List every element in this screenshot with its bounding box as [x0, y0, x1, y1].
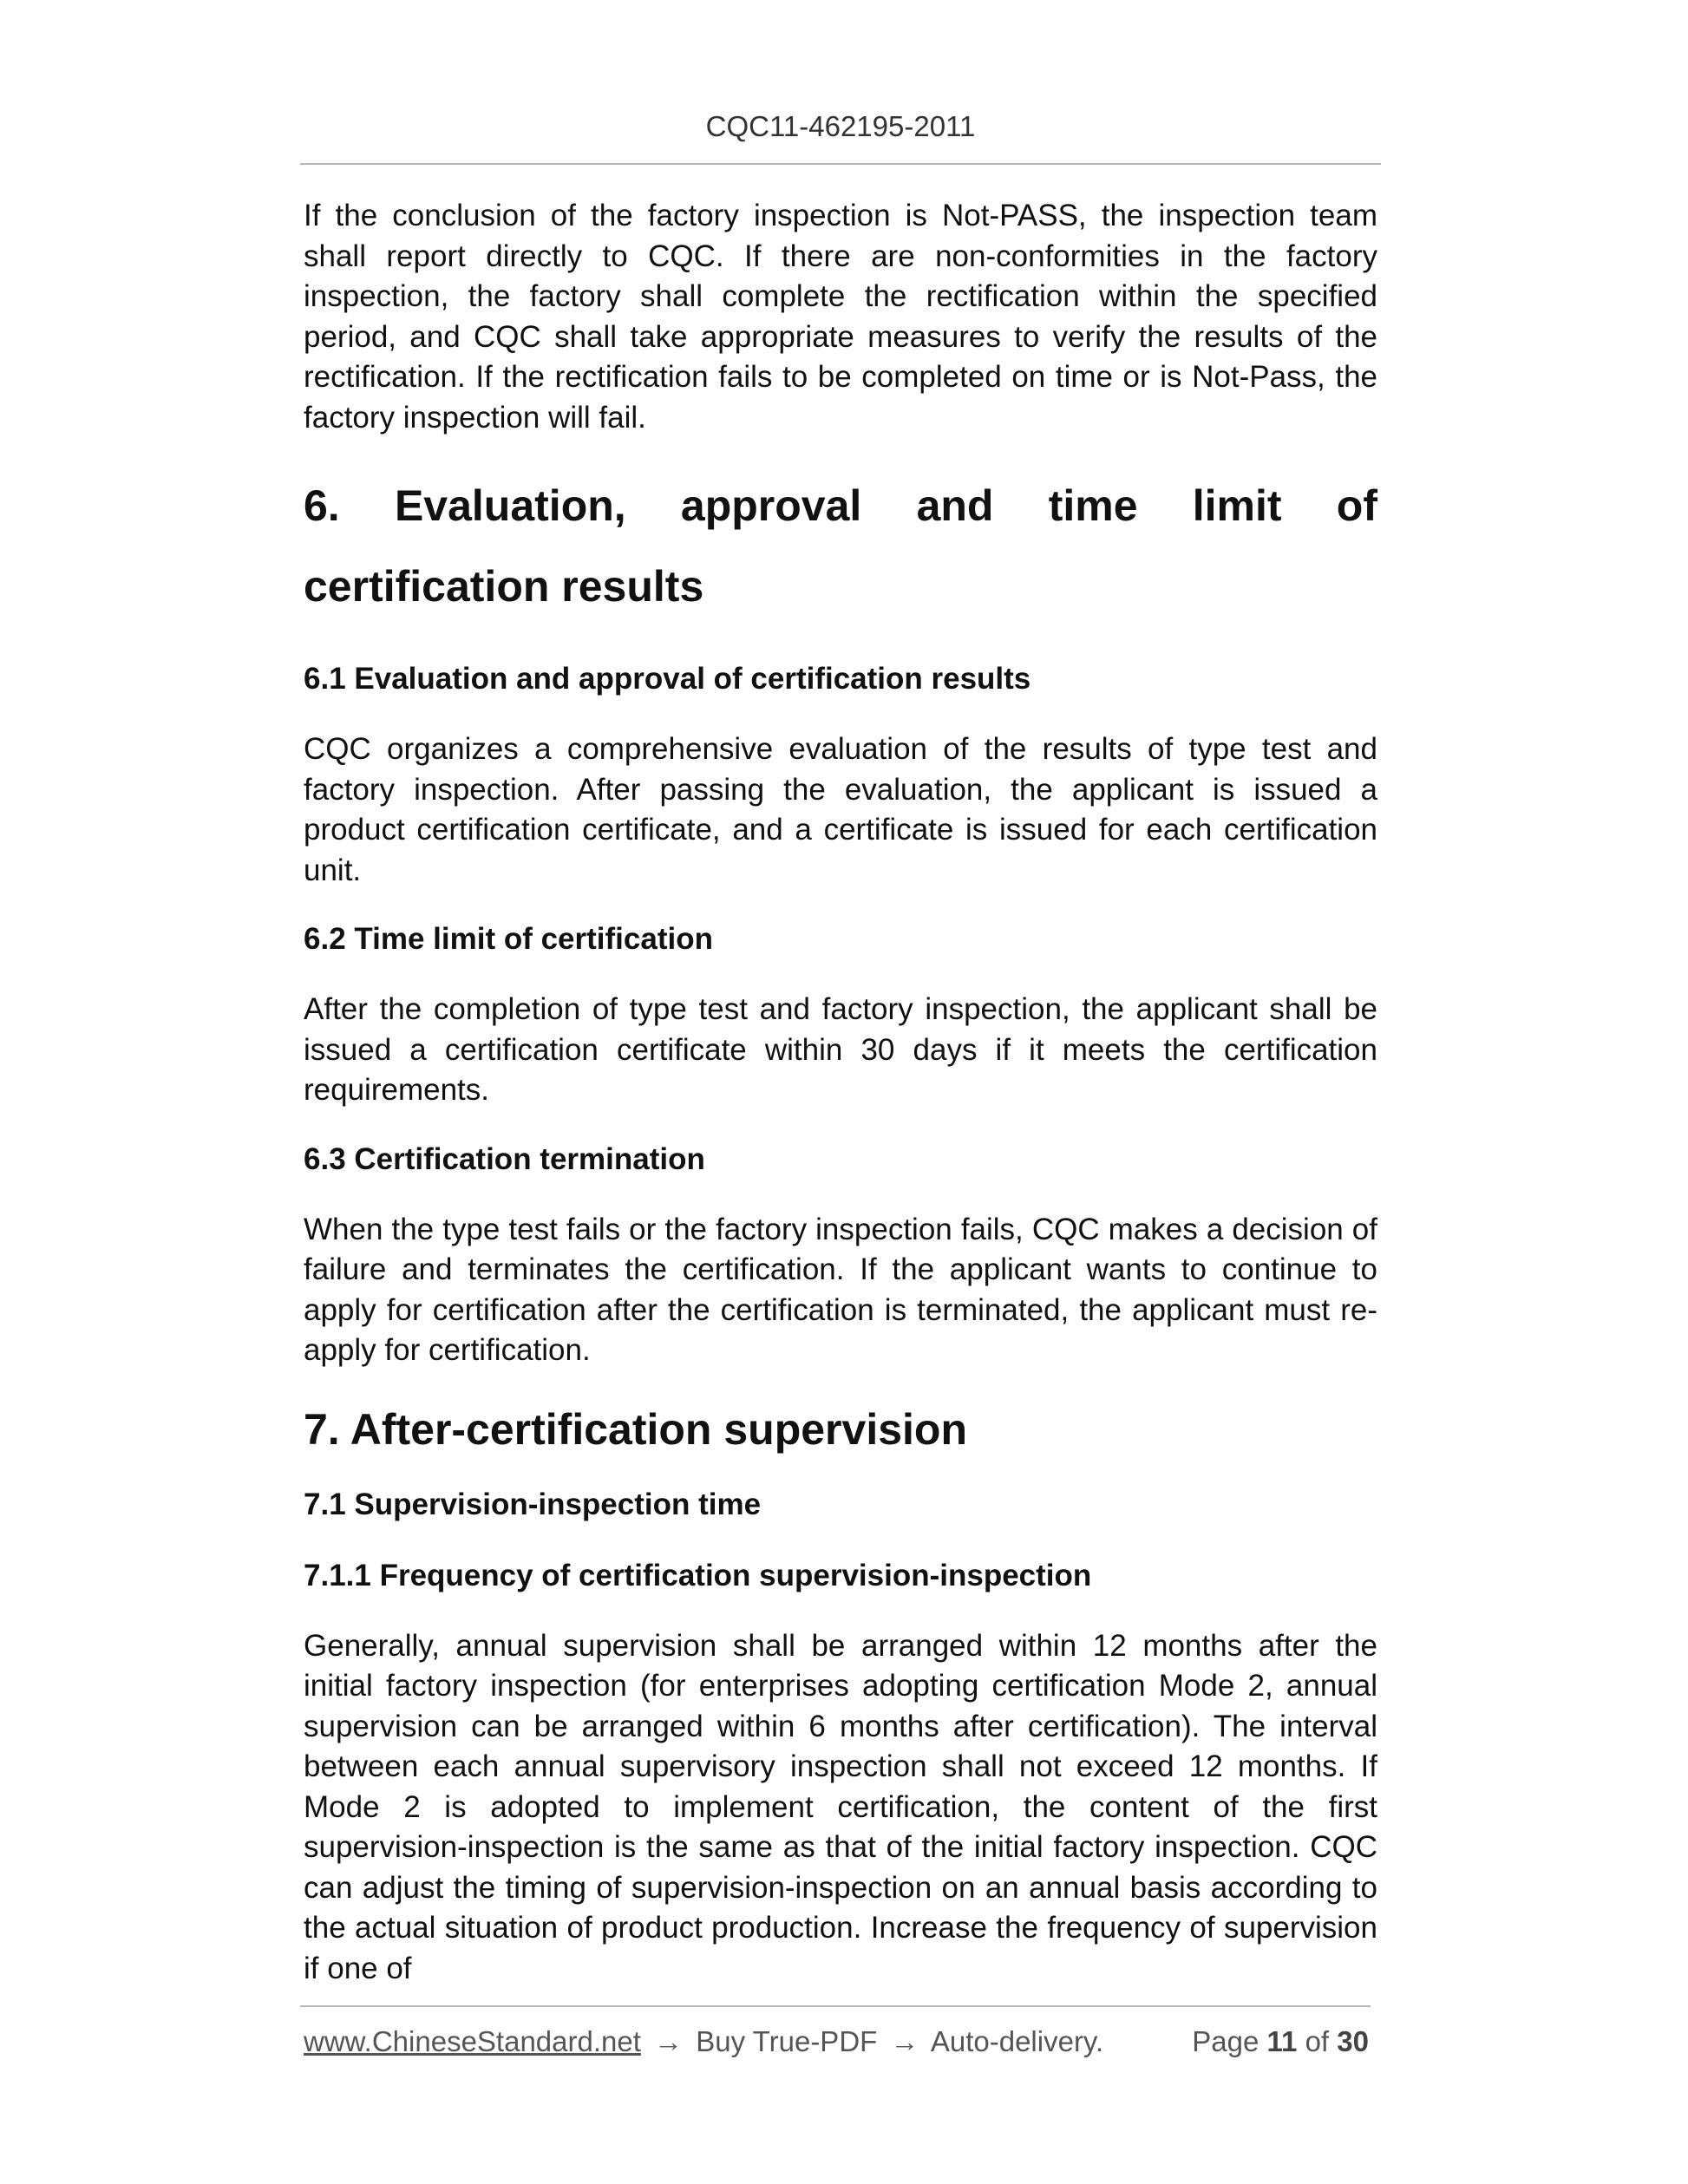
section-6-3-paragraph: When the type test fails or the factory inspection fails, CQC makes a decision of failure and terminates the certification. If the applicant wants to continue to apply for certification after the certification is terminated, the applicant must re-apply for certification. — [304, 1212, 1377, 1367]
footer-divider — [300, 2005, 1371, 2007]
arrow-right-icon: → — [890, 2025, 919, 2057]
document-code-header: CQC11-462195-2011 — [705, 110, 976, 142]
section-7-1-heading: 7.1 Supervision-inspection time — [304, 1487, 762, 1521]
section-6-1-heading: 6.1 Evaluation and approval of certification results — [304, 662, 1031, 696]
section-7-1-1-heading: 7.1.1 Frequency of certification supervision-inspection — [304, 1558, 1092, 1592]
section-7-1-1-paragraph: Generally, annual supervision shall be arranged within 12 months after the initial factory inspection (for enterprises adopting certification Mode 2, annual supervision can be arranged within 6 months after certification). The interval between each annual supervisory inspection shall not exceed 12 months. If Mode 2 is adopted to implement certification, the content of the first supervision-inspection is the same as that of the initial factory inspection. CQC can adjust the timing of supervision-inspection on an annual basis according to the actual situation of product production. Increase the frequency of supervision if one of — [304, 1628, 1377, 1985]
page-content — [304, 196, 1377, 2017]
buy-true-pdf-text: Buy True-PDF — [696, 2025, 878, 2057]
page-label: Page — [1192, 2025, 1259, 2057]
page-number — [1192, 2023, 1369, 2061]
website-link[interactable]: www.ChineseStandard.net — [304, 2025, 641, 2057]
page-footer — [304, 2023, 1371, 2061]
auto-delivery-text: Auto-delivery. — [930, 2025, 1104, 2057]
footer-promo — [304, 2023, 1103, 2061]
intro-paragraph: If the conclusion of the factory inspection is Not-PASS, the inspection team shall report directly to CQC. If there are non-conformities in the factory inspection, the factory shall complete the rectification within the specified period, and CQC shall take appropriate measures to verify the results of the rectification. If the rectification fails to be completed on time or is Not-Pass, the factory inspection will fail. — [304, 199, 1377, 435]
section-6-2-paragraph: After the completion of type test and factory inspection, the applicant shall be issued a certification certificate within 30 days if it meets the certification requirements. — [304, 992, 1377, 1107]
page-current: 11 — [1266, 2025, 1298, 2057]
section-6-3-heading: 6.3 Certification termination — [304, 1141, 705, 1176]
page-of-label: of — [1305, 2025, 1330, 2057]
section-6-2-heading: 6.2 Time limit of certification — [304, 922, 713, 956]
arrow-right-icon: → — [654, 2025, 684, 2057]
page-total: 30 — [1337, 2025, 1369, 2057]
section-6-heading: 6. Evaluation, approval and time limit of certification results — [304, 481, 1377, 611]
header-divider — [300, 163, 1381, 165]
section-7-heading: 7. After-certification supervision — [304, 1404, 967, 1454]
section-6-1-paragraph: CQC organizes a comprehensive evaluation of the results of type test and factory inspection. After passing the evaluation, the applicant is issued a product certification certificate, and a certificate is issued for each certification unit. — [304, 732, 1377, 887]
